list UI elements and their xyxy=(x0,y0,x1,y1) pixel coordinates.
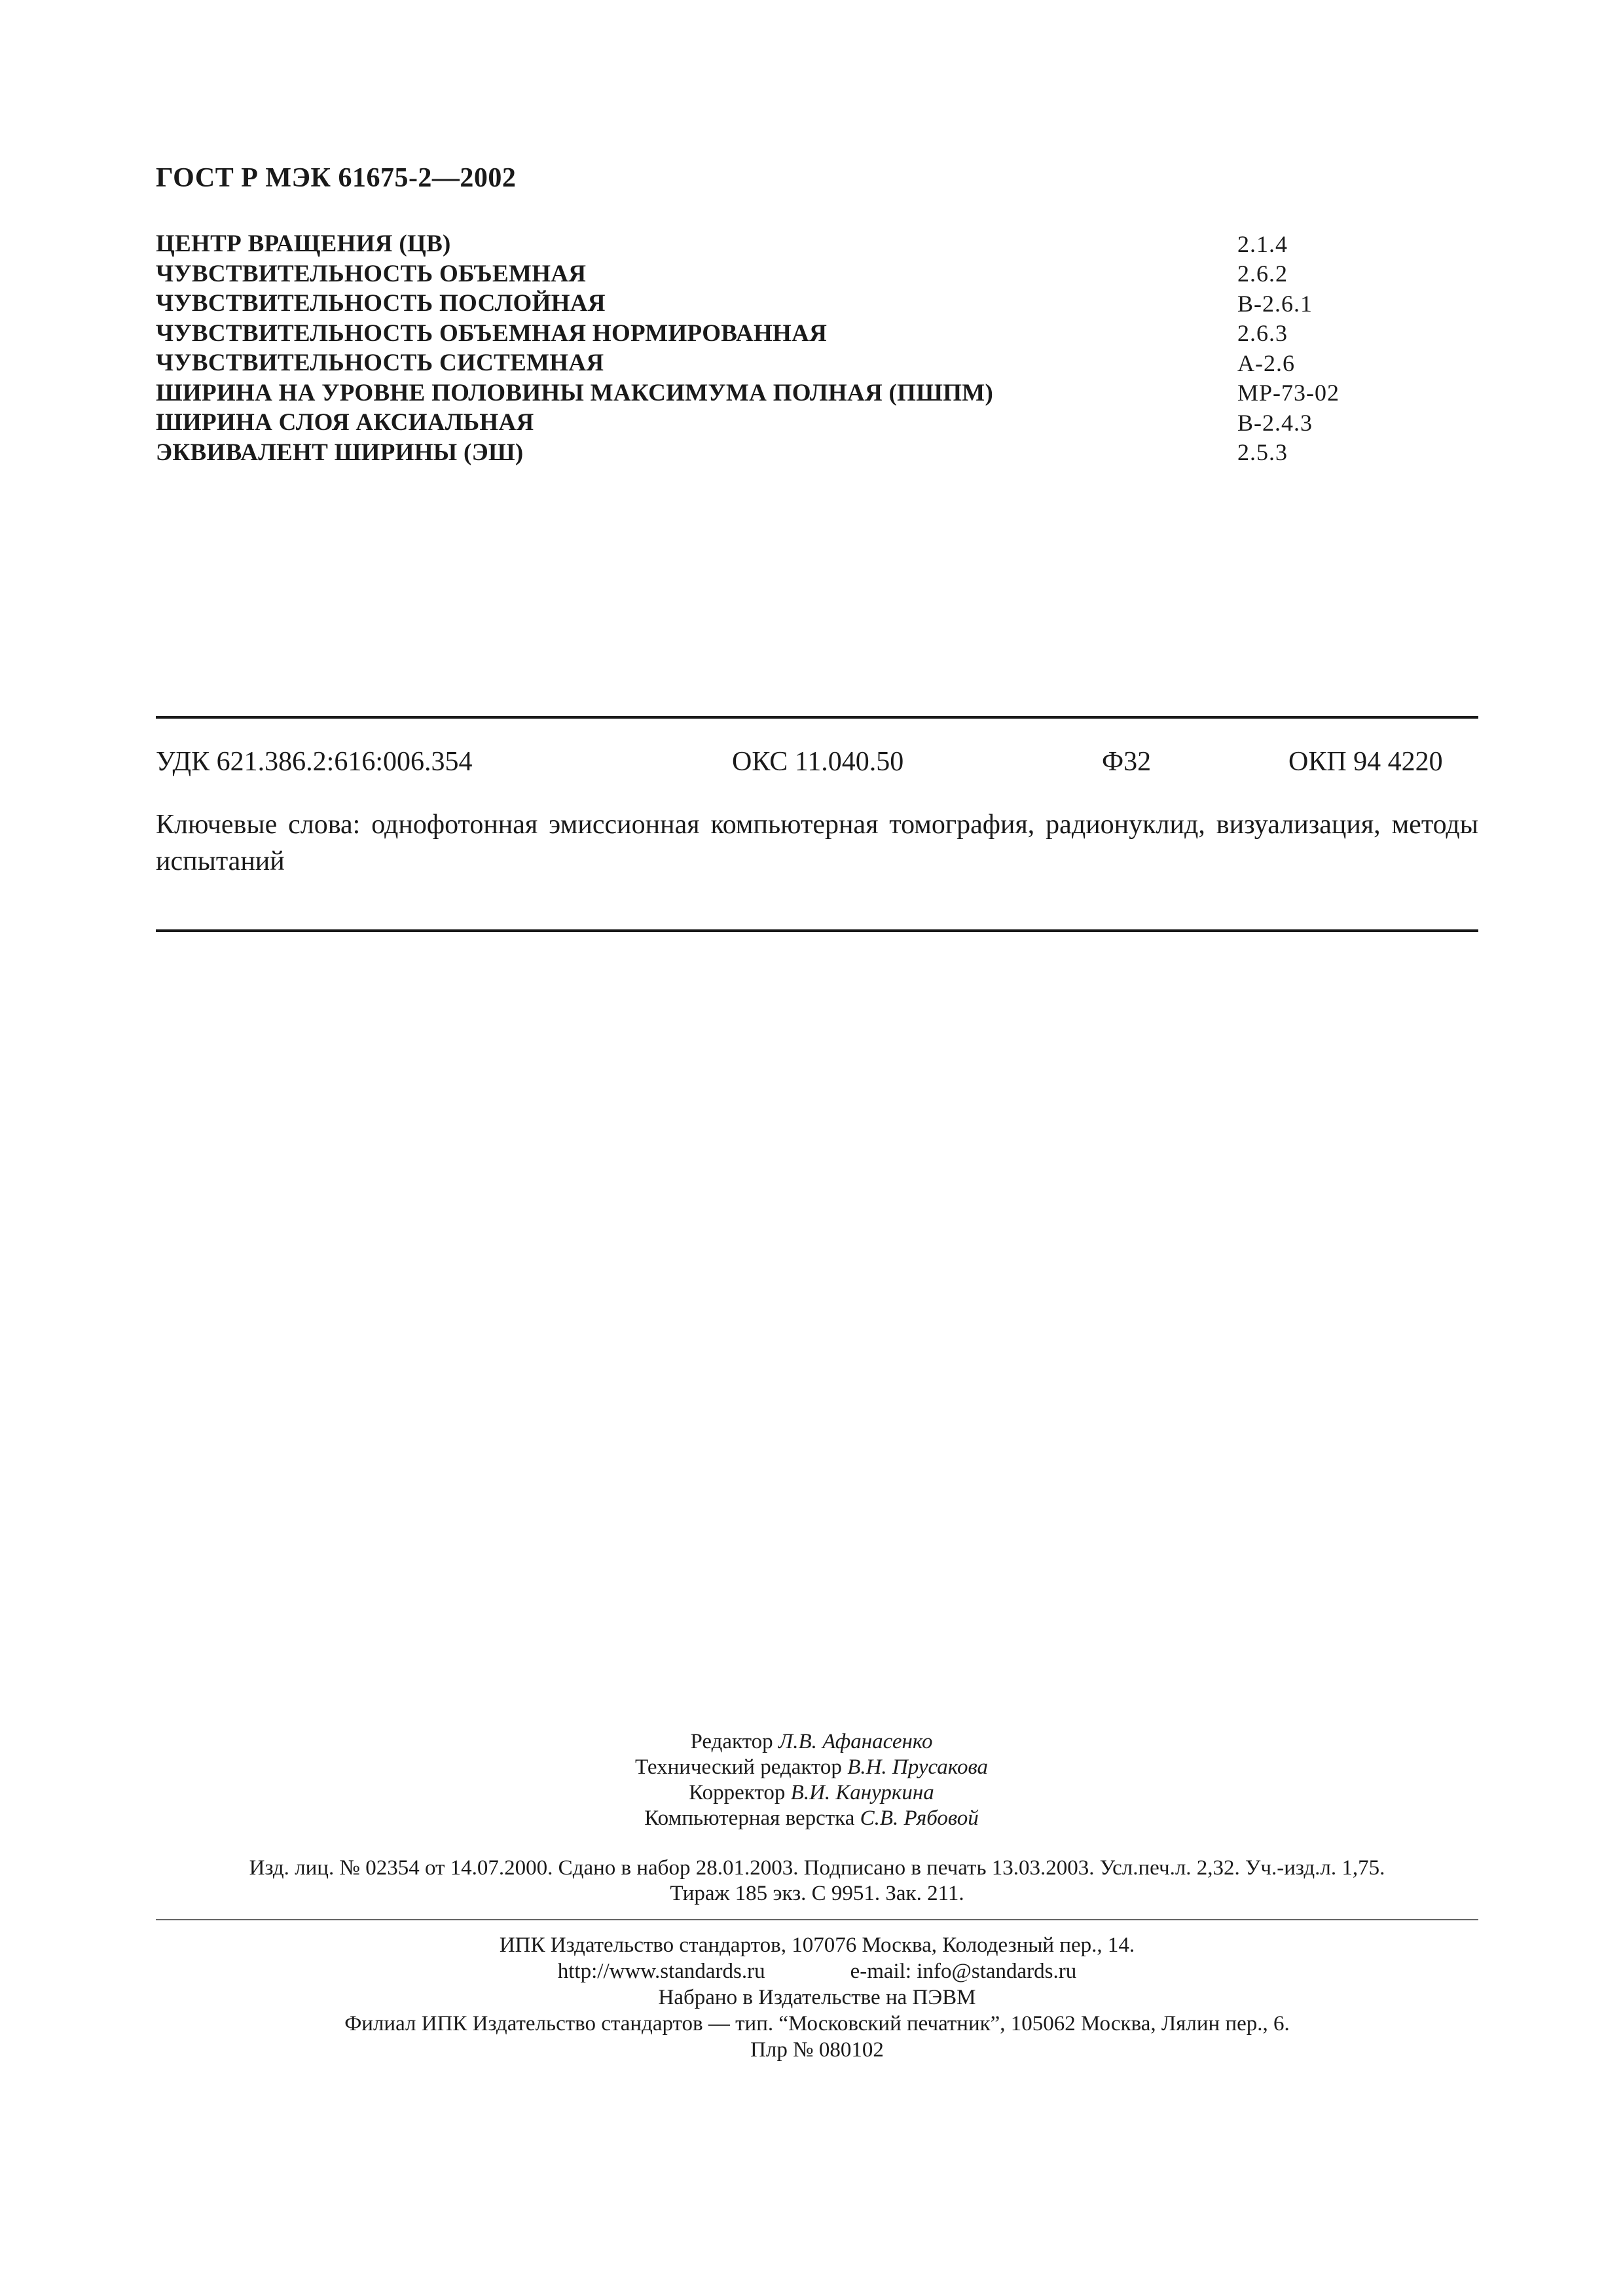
term-reference: В-2.6.1 xyxy=(1237,290,1313,317)
publisher-email[interactable]: e-mail: info@standards.ru xyxy=(850,1960,1077,1983)
publisher-line: Набрано в Издательстве на ПЭВМ xyxy=(658,1986,976,2009)
credit-corrector xyxy=(0,1780,1623,1806)
imprint-line: Тираж 185 экз. С 9951. Зак. 211. xyxy=(670,1882,964,1905)
classification-line xyxy=(156,746,1478,785)
term-name: ШИРИНА НА УРОВНЕ ПОЛОВИНЫ МАКСИМУМА ПОЛНАЯ (ПШПМ) xyxy=(156,379,994,406)
publisher-line: Плр № 080102 xyxy=(750,2038,884,2062)
credit-name: Л.В. Афанасенко xyxy=(778,1730,933,1753)
publisher-contacts xyxy=(156,1958,1478,1984)
term-reference: 2.6.2 xyxy=(1237,260,1288,287)
term-name: ЧУВСТВИТЕЛЬНОСТЬ ОБЪЕМНАЯ НОРМИРОВАННАЯ xyxy=(156,319,828,347)
term-reference: В-2.4.3 xyxy=(1237,409,1313,436)
term-row xyxy=(156,259,1478,289)
credit-name: В.И. Кануркина xyxy=(790,1781,934,1804)
f-code: Ф32 xyxy=(1102,747,1152,777)
credit-label: Компьютерная верстка xyxy=(644,1806,855,1830)
keywords: Ключевые слова: однофотонная эмиссионная компьютерная томография, радионуклид, визуализация, методы испытаний xyxy=(156,810,1478,876)
credit-name: С.В. Рябовой xyxy=(860,1806,979,1830)
oks-code: ОКС 11.040.50 xyxy=(732,747,904,777)
credit-editor xyxy=(0,1729,1623,1755)
publisher-url[interactable]: http://www.standards.ru xyxy=(557,1960,765,1983)
term-reference: 2.6.3 xyxy=(1237,320,1288,347)
credit-layout xyxy=(0,1806,1623,1831)
document-id: ГОСТ Р МЭК 61675-2—2002 xyxy=(156,163,517,193)
term-reference: 2.5.3 xyxy=(1237,439,1288,466)
term-name: ЭКВИВАЛЕНТ ШИРИНЫ (ЭШ) xyxy=(156,439,524,466)
credit-name: В.Н. Прусакова xyxy=(847,1755,989,1779)
term-row xyxy=(156,289,1478,319)
term-row xyxy=(156,408,1478,438)
credits xyxy=(0,1729,1623,1831)
publisher-info xyxy=(156,1932,1478,2063)
term-row xyxy=(156,348,1478,378)
publisher-line: Филиал ИПК Издательство стандартов — тип. “Московский печатник”, 105062 Москва, Лялин пер., 6. xyxy=(344,2012,1290,2036)
term-reference: МР-73-02 xyxy=(1237,380,1340,406)
term-name: ШИРИНА СЛОЯ АКСИАЛЬНАЯ xyxy=(156,409,534,437)
credit-tech-editor xyxy=(0,1755,1623,1780)
okp-code: ОКП 94 4220 xyxy=(1288,747,1443,777)
term-reference: А-2.6 xyxy=(1237,350,1295,376)
terms-index xyxy=(156,229,1478,467)
imprint-line: Изд. лиц. № 02354 от 14.07.2000. Сдано в набор 28.01.2003. Подписано в печать 13.03.2003. Усл.печ.л. 2,32. Уч.-изд.л. 1,75. xyxy=(249,1856,1385,1880)
term-row xyxy=(156,229,1478,259)
term-name: ЧУВСТВИТЕЛЬНОСТЬ ОБЪЕМНАЯ xyxy=(156,260,587,287)
term-reference: 2.1.4 xyxy=(1237,230,1288,257)
credit-label: Редактор xyxy=(690,1730,773,1753)
divider-thin xyxy=(156,1919,1478,1920)
term-name: ЦЕНТР ВРАЩЕНИЯ (ЦВ) xyxy=(156,230,451,258)
divider-bottom xyxy=(156,929,1478,932)
term-row xyxy=(156,378,1478,408)
term-row xyxy=(156,319,1478,349)
credit-label: Технический редактор xyxy=(634,1755,842,1779)
imprint xyxy=(156,1856,1478,1907)
term-name: ЧУВСТВИТЕЛЬНОСТЬ ПОСЛОЙНАЯ xyxy=(156,290,606,317)
credit-label: Корректор xyxy=(689,1781,786,1804)
divider-top xyxy=(156,716,1478,719)
term-name: ЧУВСТВИТЕЛЬНОСТЬ СИСТЕМНАЯ xyxy=(156,350,604,377)
publisher-line: ИПК Издательство стандартов, 107076 Москва, Колодезный пер., 14. xyxy=(499,1933,1135,1957)
term-row xyxy=(156,438,1478,468)
udk-code: УДК 621.386.2:616:006.354 xyxy=(156,747,473,777)
